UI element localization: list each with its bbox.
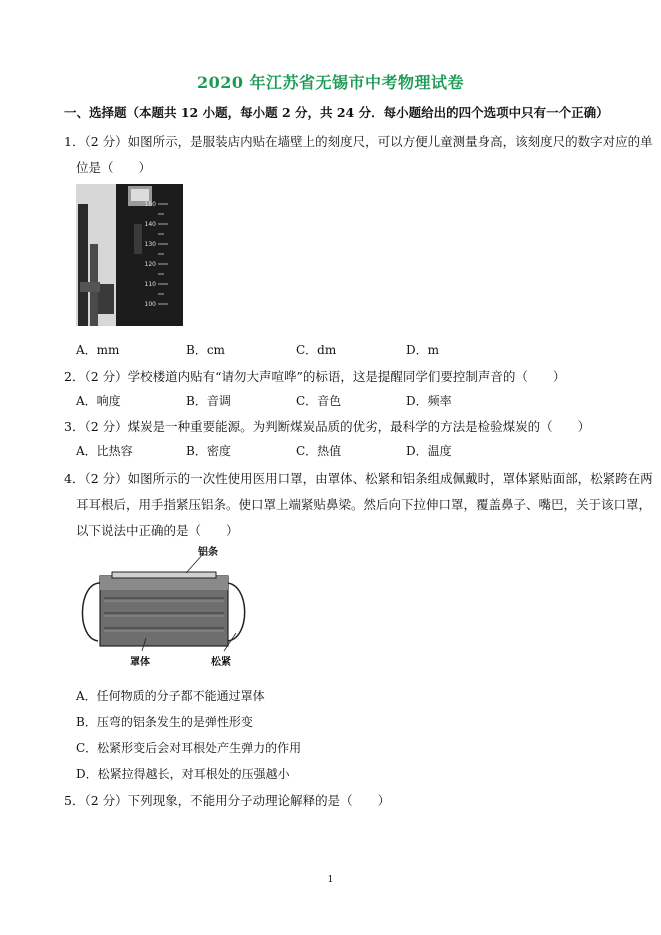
page-number: 1 (327, 875, 334, 885)
question-3-text: 3．（2 分）煤炭是一种重要能源。为判断煤炭品质的优劣，最科学的方法是检验煤炭的（ ） (64, 419, 591, 434)
q2-option-a: A．响度 (76, 394, 121, 408)
ruler-number: 130 (144, 241, 156, 248)
question-2-text: 2．（2 分）学校楼道内贴有“请勿大声喧哗”的标语，这是提醒同学们要控制声音的（ ） (64, 369, 566, 384)
question-4-line-2: 耳耳根后，用手指紧压铝条。使口罩上端紧贴鼻梁。然后向下拉伸口罩，覆盖鼻子、嘴巴，关于该口罩， (76, 497, 652, 512)
q2-option-d: D．频率 (406, 394, 452, 408)
q2-option-c: C．音色 (296, 394, 342, 408)
q2-option-b: B．音调 (186, 394, 231, 408)
question-1-line-2: 位是（ ） (76, 160, 152, 175)
q1-option-a: A．mm (76, 343, 120, 357)
q3-option-a: A．比热容 (76, 444, 133, 458)
ruler-number: 140 (144, 221, 156, 228)
label-mask-body: 罩体 (130, 657, 150, 668)
face-mask-figure (76, 543, 251, 667)
q4-option-d: D．松紧拉得越长，对耳根处的压强越小 (76, 767, 290, 781)
question-4-line-3: 以下说法中正确的是（ ） (76, 523, 239, 538)
question-5-text: 5．（2 分）下列现象，不能用分子动理论解释的是（ ） (64, 793, 391, 808)
question-1-line-1: 1．（2 分）如图所示，是服装店内贴在墙壁上的刻度尺，可以方便儿童测量身高，该刻度尺的数字对应的单 (64, 134, 653, 149)
ruler-number: 100 (144, 301, 156, 308)
q4-option-a: A．任何物质的分子都不能通过罩体 (76, 689, 265, 703)
q4-option-b: B．压弯的铝条发生的是弹性形变 (76, 715, 253, 729)
q4-option-c: C．松紧形变后会对耳根处产生弹力的作用 (76, 741, 302, 755)
aluminium-strip (112, 572, 216, 578)
ruler-number: 150 (144, 201, 156, 208)
ruler-number: 120 (144, 261, 156, 268)
ear-loop-right (226, 583, 245, 641)
exam-title: 2020 年江苏省无锡市中考物理试卷 (196, 73, 465, 92)
ruler-photo (76, 184, 183, 326)
label-elastic-band: 松紧 (211, 657, 231, 668)
q3-option-c: C．热值 (296, 444, 342, 458)
q3-option-b: B．密度 (186, 444, 231, 458)
label-aluminium-strip: 铝条 (198, 547, 218, 558)
q1-option-c: C．dm (296, 343, 337, 357)
q1-option-d: D．m (406, 343, 440, 357)
ruler-number: 110 (144, 281, 156, 288)
q1-option-b: B．cm (186, 343, 225, 357)
q3-option-d: D．温度 (406, 444, 452, 458)
section-heading: 一、选择题（本题共 12 小题，每小题 2 分，共 24 分．每小题给出的四个选项中只有一个正确） (64, 105, 609, 120)
question-4-line-1: 4．（2 分）如图所示的一次性使用医用口罩，由罩体、松紧和铝条组成佩戴时，罩体紧贴面部，松紧跨在两 (64, 471, 653, 486)
ear-loop-left (82, 583, 100, 641)
